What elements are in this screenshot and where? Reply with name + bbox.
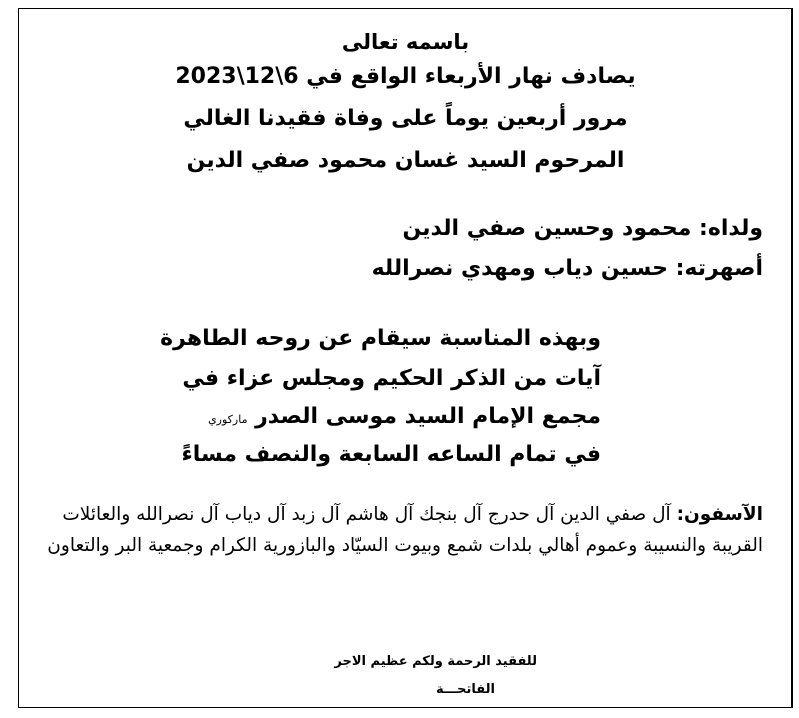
- ceremony-venue: مجمع الإمام السيد موسى الصدر: [255, 404, 601, 429]
- ceremony-venue-location: ماركوري: [208, 413, 248, 426]
- ceremony-line-3: [208, 404, 601, 429]
- header-basmala: باسمه تعالى: [341, 30, 470, 54]
- closing-line-1: للفقيد الرحمة ولكم عظيم الاجر: [334, 654, 537, 669]
- ceremony-line-1: وبهذه المناسبة سيقام عن روحه الطاهرة: [160, 326, 601, 351]
- mourners-list: آل صفي الدين آل حدرج آل بنجك آل هاشم آل زبد آل دياب آل نصرالله والعائلات القريبة والنسيبة وعموم أهالي بلدات شمع وبيوت السيّاد والبازورية الكرام وجمعية البر والتعاون: [47, 504, 763, 556]
- condolence-document: [18, 8, 793, 708]
- closing-line-2: الفاتحـــة: [435, 682, 495, 697]
- mourners-label: الآسفون:: [676, 504, 763, 525]
- mourners-paragraph: [43, 499, 763, 561]
- ceremony-line-4: في تمام الساعه السابعة والنصف مساءً: [181, 442, 601, 467]
- family-in-laws: أصهرته: حسين دياب ومهدي نصرالله: [371, 256, 763, 281]
- family-sons: ولداه: محمود وحسين صفي الدين: [402, 216, 763, 241]
- header-date-line: يصادف نهار الأربعاء الواقع في 6\12\2023: [175, 64, 636, 89]
- header-occasion-line: مرور أربعين يوماً على وفاة فقيدنا الغالي: [183, 106, 628, 131]
- ceremony-line-2: آيات من الذكر الحكيم ومجلس عزاء في: [182, 366, 601, 391]
- header-deceased-name: المرحوم السيد غسان محمود صفي الدين: [186, 148, 625, 173]
